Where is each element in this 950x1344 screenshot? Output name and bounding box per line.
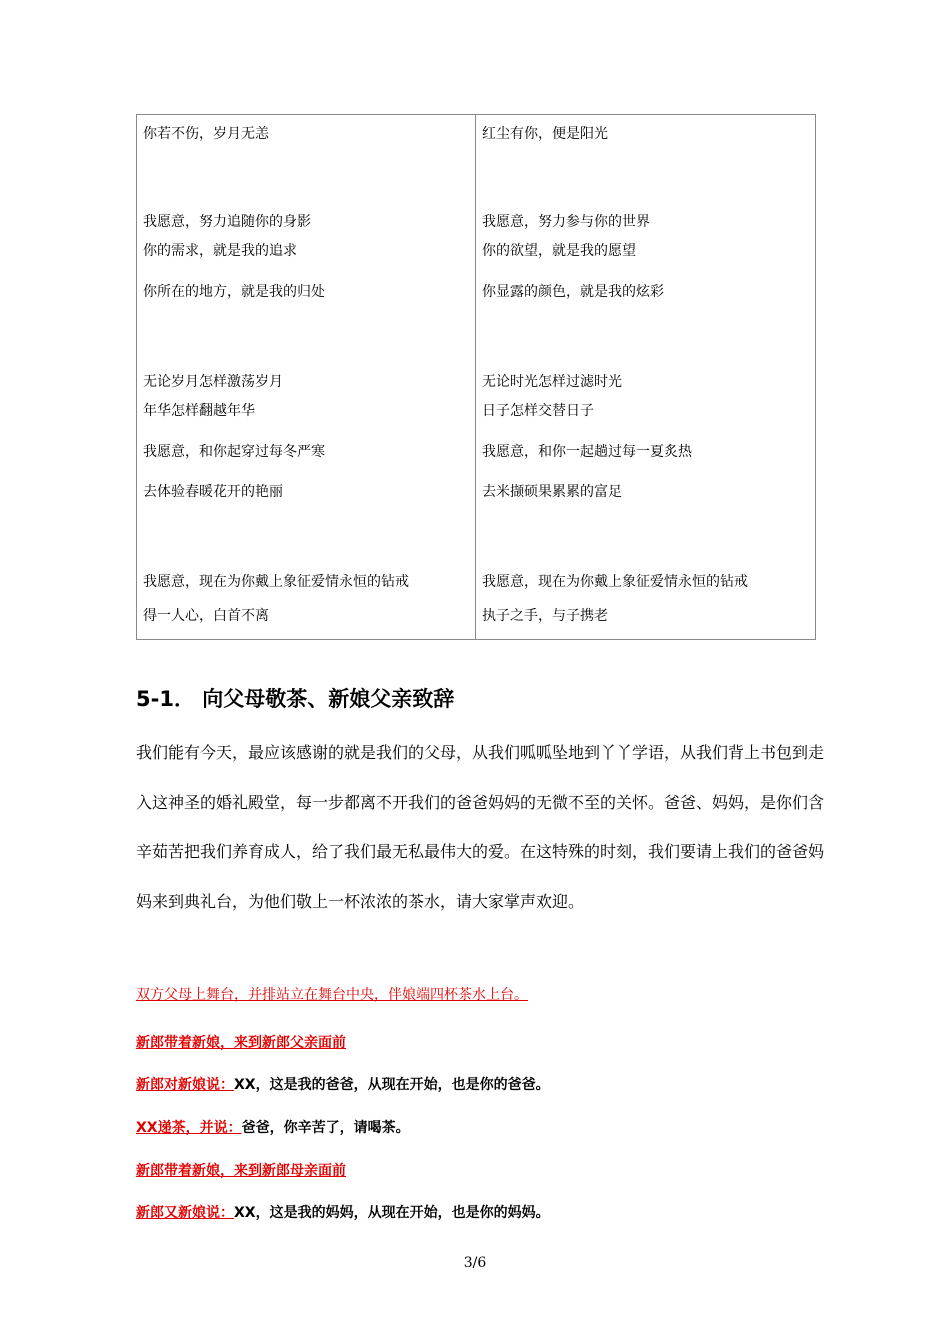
section-paragraph: 我们能有今天，最应该感谢的就是我们的父母，从我们呱呱坠地到丫丫学语，从我们背上书包到走入这神圣的婚礼殿堂，每一步都离不开我们的爸爸妈妈的无微不至的关怀。爸爸、妈妈，是你们含辛茹苦把我们养育成人，给了我们最无私最伟大的爱。在这特殊的时刻，我们要请上我们的爸爸妈妈来到典礼台，为他们敬上一杯浓浓的茶水，请大家掌声欢迎。: [136, 743, 825, 911]
speaker-label: 新郎对新娘说：: [136, 1077, 234, 1093]
vow-line-left-2: 我愿意，努力追随你的身影: [143, 214, 311, 230]
section-heading: 5-1． 向父母敬茶、新娘父亲致辞: [136, 687, 455, 711]
vow-line-left-10: 得一人心，白首不离: [143, 608, 269, 624]
vow-line-left-6: 年华怎样翻越年华: [143, 403, 255, 419]
vow-line-right-6: 日子怎样交替日子: [482, 403, 594, 419]
vow-line-left-1: 你若不伤，岁月无恙: [143, 126, 269, 142]
vow-line-left-5: 无论岁月怎样激荡岁月: [143, 374, 283, 390]
vow-line-right-8: 去米撷硕果累累的富足: [482, 484, 622, 500]
dialogue-line: [136, 1118, 410, 1138]
step-instruction-mother: 新郎带着新娘，来到新郎母亲面前: [136, 1163, 346, 1179]
dialogue-text: 爸爸，你辛苦了，请喝茶。: [241, 1120, 410, 1136]
vows-column-left: [137, 115, 476, 639]
vow-line-left-7: 我愿意，和你起穿过每冬严寒: [143, 444, 325, 460]
vow-line-right-10: 执子之手，与子携老: [482, 608, 608, 624]
vow-line-right-4: 你显露的颜色，就是我的炫彩: [482, 284, 664, 300]
vows-column-right: [476, 115, 815, 639]
vow-line-left-3: 你的需求，就是我的追求: [143, 243, 297, 259]
dialogue-text: XX，这是我的妈妈，从现在开始，也是你的妈妈。: [234, 1205, 550, 1221]
page-number: 3/6: [463, 1255, 487, 1271]
vows-table: [136, 114, 816, 640]
stage-instruction: 双方父母上舞台，并排站立在舞台中央，伴娘端四杯茶水上台。: [136, 987, 528, 1003]
speaker-label: XX递茶，并说：: [136, 1120, 242, 1136]
dialogue-line: [136, 1203, 550, 1223]
vow-line-left-9: 我愿意，现在为你戴上象征爱情永恒的钻戒: [143, 574, 409, 590]
vow-line-right-7: 我愿意，和你一起趟过每一夏炙热: [482, 444, 692, 460]
vow-line-right-5: 无论时光怎样过滤时光: [482, 374, 622, 390]
vow-line-left-4: 你所在的地方，就是我的归处: [143, 284, 325, 300]
dialogue-text: XX，这是我的爸爸，从现在开始，也是你的爸爸。: [234, 1077, 550, 1093]
vow-line-right-2: 我愿意，努力参与你的世界: [482, 214, 650, 230]
vow-line-left-8: 去体验春暖花开的艳丽: [143, 484, 283, 500]
speaker-label: 新郎又新娘说：: [136, 1205, 234, 1221]
vow-line-right-1: 红尘有你，便是阳光: [482, 126, 608, 142]
vow-line-right-3: 你的欲望，就是我的愿望: [482, 243, 636, 259]
dialogue-line: [136, 1075, 550, 1095]
vow-line-right-9: 我愿意，现在为你戴上象征爱情永恒的钻戒: [482, 574, 748, 590]
step-instruction-father: 新郎带着新娘，来到新郎父亲面前: [136, 1035, 346, 1051]
